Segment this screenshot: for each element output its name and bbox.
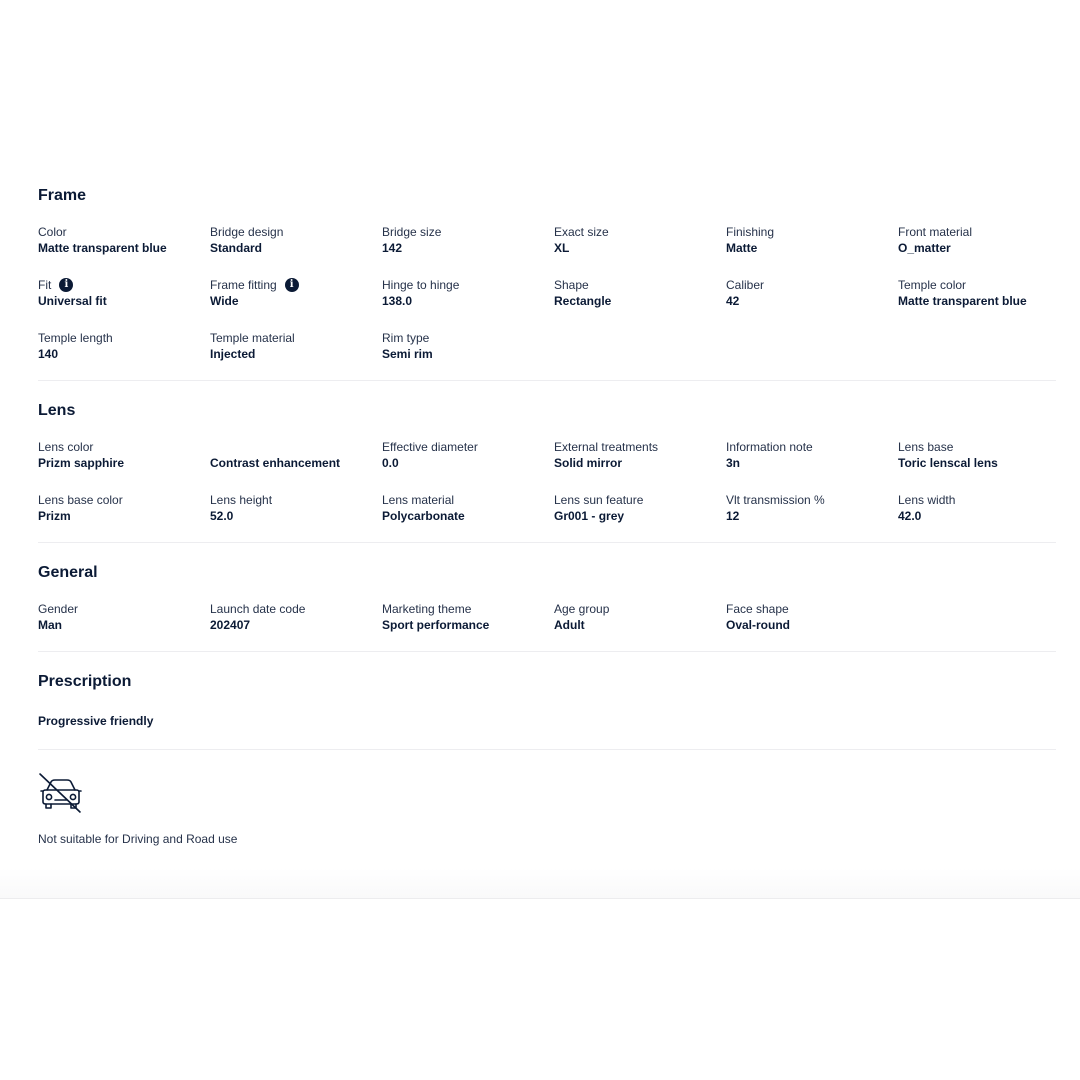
prescription-section [38, 652, 1056, 750]
spec-value: Matte [726, 241, 758, 255]
prescription-section-title: Prescription [38, 673, 132, 690]
spec-item-contrast-enhancement [210, 439, 382, 475]
spec-value: Polycarbonate [382, 509, 465, 523]
spec-value: XL [554, 241, 570, 255]
spec-label [382, 224, 554, 240]
spec-item-marketing-theme [382, 601, 554, 637]
spec-item-lens-color [38, 439, 210, 475]
spec-label [898, 439, 1070, 455]
spec-label [38, 224, 210, 240]
spec-label-text: Temple length [38, 331, 113, 345]
spec-value: Injected [210, 347, 256, 361]
spec-label [726, 601, 898, 617]
spec-label-text: Gender [38, 602, 79, 616]
spec-label [210, 492, 382, 508]
spec-label [38, 330, 210, 346]
spec-label [554, 277, 726, 293]
spec-label [726, 277, 898, 293]
general-section [38, 543, 1056, 652]
spec-label [554, 601, 726, 617]
spec-item-frame-fitting [210, 277, 382, 313]
spec-label-text: Caliber [726, 278, 765, 292]
spec-label [554, 224, 726, 240]
spec-item-bridge-size [382, 224, 554, 260]
spec-value: 202407 [210, 618, 251, 632]
spec-value: Prizm sapphire [38, 456, 125, 470]
spec-value: Matte transparent blue [898, 294, 1027, 308]
spec-item-lens-height [210, 492, 382, 528]
spec-label-text: Lens material [382, 493, 455, 507]
spec-label-text: Lens width [898, 493, 956, 507]
spec-value: Toric lenscal lens [898, 456, 998, 470]
spec-value: 3n [726, 456, 741, 470]
spec-label-text: Age group [554, 602, 610, 616]
spec-label-text: Lens base color [38, 493, 123, 507]
spec-item-caliber [726, 277, 898, 313]
spec-item-finishing [726, 224, 898, 260]
spec-item-effective-diameter [382, 439, 554, 475]
spec-item-fit [38, 277, 210, 313]
spec-value: 42.0 [898, 509, 922, 523]
frame-section [38, 186, 1056, 381]
driving-warning [38, 750, 1056, 846]
spec-label [210, 439, 382, 455]
spec-label-text: Lens sun feature [554, 493, 644, 507]
spec-item-temple-color [898, 277, 1070, 313]
spec-label-text: Hinge to hinge [382, 278, 460, 292]
spec-label-text: Bridge size [382, 225, 442, 239]
spec-label-text: Bridge design [210, 225, 284, 239]
spec-label [382, 601, 554, 617]
spec-value: Man [38, 618, 62, 632]
spec-label-text: Information note [726, 440, 813, 454]
spec-value: 42 [726, 294, 740, 308]
spec-label [38, 492, 210, 508]
spec-item-temple-length [38, 330, 210, 366]
lens-spec-grid [38, 439, 1056, 528]
spec-value: Prizm [38, 509, 71, 523]
spec-item-hinge-to-hinge [382, 277, 554, 313]
spec-label [898, 224, 1070, 240]
spec-label [554, 439, 726, 455]
frame-section-title: Frame [38, 187, 87, 204]
info-icon[interactable]: i [285, 278, 299, 292]
spec-item-vlt-transmission [726, 492, 898, 528]
spec-label [726, 492, 898, 508]
spec-label-text: Lens color [38, 440, 94, 454]
lens-section-title: Lens [38, 402, 76, 419]
spec-label-text: Temple color [898, 278, 967, 292]
spec-label-text: Effective diameter [382, 440, 478, 454]
spec-label-text: Rim type [382, 331, 430, 345]
general-spec-grid [38, 601, 1056, 637]
spec-label [38, 277, 210, 293]
spec-label [898, 492, 1070, 508]
spec-value: Rectangle [554, 294, 612, 308]
spec-label-text: Frame fitting [210, 278, 277, 292]
general-section-title: General [38, 564, 98, 581]
spec-label-text: Finishing [726, 225, 775, 239]
spec-value: 0.0 [382, 456, 399, 470]
spec-value: O_matter [898, 241, 951, 255]
spec-label [382, 492, 554, 508]
spec-label [210, 224, 382, 240]
spec-label [38, 601, 210, 617]
spec-label [210, 601, 382, 617]
frame-spec-grid [38, 224, 1056, 366]
spec-item-lens-material [382, 492, 554, 528]
spec-item-launch-date-code [210, 601, 382, 637]
spec-item-information-note [726, 439, 898, 475]
spec-label-text: Shape [554, 278, 589, 292]
spec-label-text: Face shape [726, 602, 789, 616]
spec-item-exact-size [554, 224, 726, 260]
spec-item-lens-sun-feature [554, 492, 726, 528]
driving-warning-text: Not suitable for Driving and Road use [38, 832, 238, 846]
no-driving-car-icon [38, 772, 82, 814]
spec-value: 52.0 [210, 509, 234, 523]
spec-value: Contrast enhancement [210, 456, 341, 470]
spec-label-text: Marketing theme [382, 602, 472, 616]
spec-item-lens-width [898, 492, 1070, 528]
spec-item-front-material [898, 224, 1070, 260]
spec-label [554, 492, 726, 508]
spec-item-external-treatments [554, 439, 726, 475]
spec-item-age-group [554, 601, 726, 637]
spec-label [210, 277, 382, 293]
spec-item-color [38, 224, 210, 260]
spec-label [382, 277, 554, 293]
spec-label-text: Launch date code [210, 602, 306, 616]
spec-label [726, 439, 898, 455]
spec-item-gender [38, 601, 210, 637]
spec-label [382, 439, 554, 455]
spec-label-text: Exact size [554, 225, 609, 239]
spec-item-lens-base-color [38, 492, 210, 528]
spec-value: Adult [554, 618, 585, 632]
spec-item-face-shape [726, 601, 898, 637]
spec-value: Universal fit [38, 294, 107, 308]
spec-label-text: Fit [38, 278, 52, 292]
prescription-value: Progressive friendly [38, 714, 154, 728]
spec-label-text: Lens height [210, 493, 273, 507]
spec-value: 140 [38, 347, 59, 361]
spec-label-text: Front material [898, 225, 973, 239]
specs-content [38, 180, 1056, 846]
spec-value: Matte transparent blue [38, 241, 167, 255]
spec-label [726, 224, 898, 240]
spec-label-text: Color [38, 225, 67, 239]
spec-item-lens-base [898, 439, 1070, 475]
spec-value: 12 [726, 509, 740, 523]
spec-value: 138.0 [382, 294, 413, 308]
spec-item-shape [554, 277, 726, 313]
spec-label-text: Temple material [210, 331, 295, 345]
spec-label [210, 330, 382, 346]
spec-item-rim-type [382, 330, 554, 366]
spec-value: Gr001 - grey [554, 509, 625, 523]
spec-value: Sport performance [382, 618, 490, 632]
spec-value: Oval-round [726, 618, 791, 632]
info-icon[interactable]: i [59, 278, 73, 292]
spec-label [38, 439, 210, 455]
spec-label-text: Lens base [898, 440, 954, 454]
spec-item-temple-material [210, 330, 382, 366]
spec-label-text: External treatments [554, 440, 659, 454]
spec-value: 142 [382, 241, 403, 255]
spec-value: Solid mirror [554, 456, 623, 470]
spec-value: Wide [210, 294, 239, 308]
lens-section [38, 381, 1056, 543]
spec-item-bridge-design [210, 224, 382, 260]
spec-label-text: Vlt transmission % [726, 493, 825, 507]
spec-label [898, 277, 1070, 293]
spec-value: Standard [210, 241, 263, 255]
spec-label [382, 330, 554, 346]
spec-value: Semi rim [382, 347, 433, 361]
